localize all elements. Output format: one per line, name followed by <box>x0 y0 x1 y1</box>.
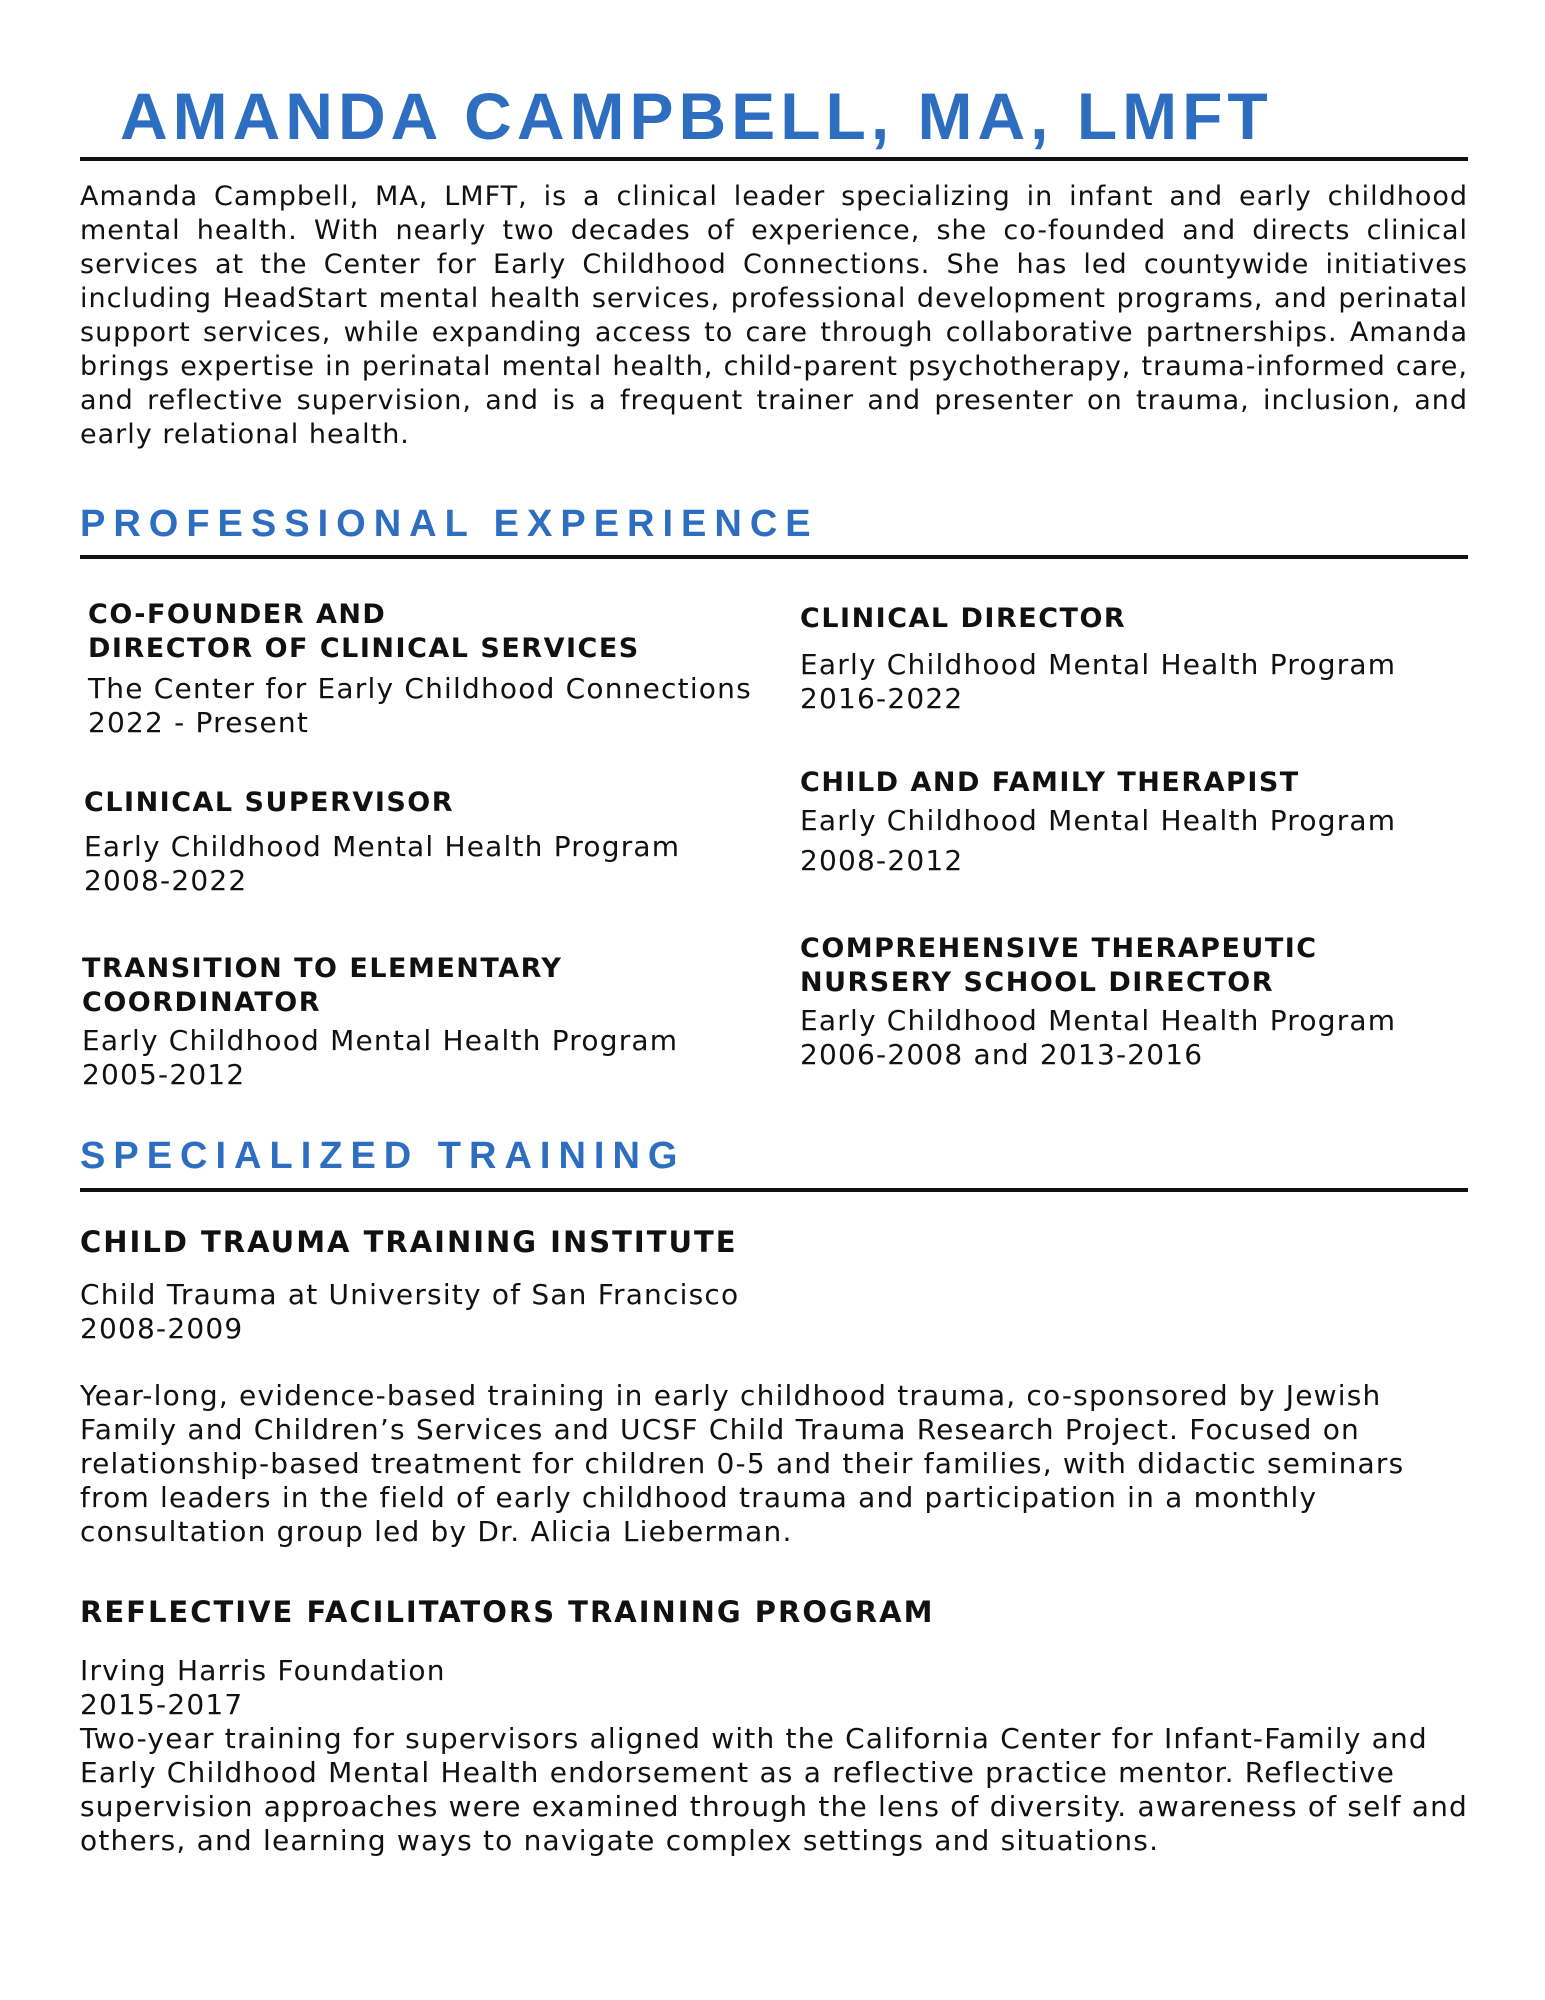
training-divider <box>80 1188 1468 1192</box>
training-title: REFLECTIVE FACILITATORS TRAINING PROGRAM <box>80 1595 935 1629</box>
job-dates: 2008-2022 <box>84 864 248 897</box>
bio-paragraph: Amanda Campbell, MA, LMFT, is a clinical leader specializing in infant and early childhood mental health. With nearly two decades of experience, she co-founded and directs clinical services at the Center for Early Childhood Connections. She has led countywide initiatives including HeadStart mental health services, professional development programs, and perinatal support services, while expanding access to care through collaborative partnerships. Amanda brings expertise in perinatal mental health, child-parent psychotherapy, trauma-informed care, and reflective supervision, and is a frequent trainer and presenter on trauma, inclusion, and early relational health. <box>80 181 1468 450</box>
page-title: AMANDA CAMPBELL, MA, LMFT <box>120 79 1273 153</box>
job-entry-cofounder <box>88 598 768 740</box>
job-organization: Early Childhood Mental Health Program <box>800 804 1397 837</box>
section-heading-experience: PROFESSIONAL EXPERIENCE <box>80 503 819 545</box>
job-title: COORDINATOR <box>82 987 322 1018</box>
job-entry-clinical-director <box>800 602 1480 716</box>
training-organization: Child Trauma at University of San Francisco <box>80 1278 740 1311</box>
job-title: CO-FOUNDER AND <box>88 599 387 630</box>
job-dates: 2016-2022 <box>800 682 964 715</box>
job-organization: Early Childhood Mental Health Program <box>82 1024 679 1057</box>
job-entry-nursery-director <box>800 932 1480 1072</box>
experience-divider <box>80 555 1468 559</box>
job-entry-transition-coordinator <box>82 952 762 1092</box>
job-dates: 2006-2008 and 2013-2016 <box>800 1038 1204 1071</box>
job-organization: Early Childhood Mental Health Program <box>84 830 681 863</box>
job-dates: 2022 - Present <box>88 706 310 739</box>
job-dates: 2008-2012 <box>800 844 964 877</box>
job-dates: 2005-2012 <box>82 1058 246 1091</box>
training-description: Two-year training for supervisors aligned with the California Center for Infant-Family and Early Childhood Mental Health endorsement as a reflective practice mentor. Reflective supervision approaches were examined through the lens of diversity. awareness of self and others, and learning ways to navigate complex settings and situations. <box>80 1722 1468 1857</box>
job-organization: The Center for Early Childhood Connections <box>88 672 752 705</box>
job-organization: Early Childhood Mental Health Program <box>800 648 1397 681</box>
training-organization: Irving Harris Foundation <box>80 1654 446 1687</box>
job-entry-clinical-supervisor <box>84 786 764 898</box>
job-title: COMPREHENSIVE THERAPEUTIC <box>800 933 1318 964</box>
job-entry-child-family-therapist <box>800 766 1480 878</box>
job-title: CLINICAL DIRECTOR <box>800 603 1127 634</box>
training-dates: 2015-2017 <box>80 1688 244 1721</box>
training-dates: 2008-2009 <box>80 1312 244 1345</box>
training-title: CHILD TRAUMA TRAINING INSTITUTE <box>80 1225 738 1259</box>
section-heading-training: SPECIALIZED TRAINING <box>80 1135 686 1177</box>
job-title: DIRECTOR OF CLINICAL SERVICES <box>88 633 640 664</box>
header-divider <box>80 157 1468 161</box>
job-title: CHILD AND FAMILY THERAPIST <box>800 767 1300 798</box>
training-description: Year-long, evidence-based training in early childhood trauma, co-sponsored by Jewish Family and Children’s Services and UCSF Child Trauma Research Project. Focused on relationship-based treatment for children 0-5 and their families, with didactic seminars from leaders in the field of early childhood trauma and participation in a monthly consultation group led by Dr. Alicia Lieberman. <box>80 1379 1405 1548</box>
job-title: NURSERY SCHOOL DIRECTOR <box>800 967 1275 998</box>
job-title: TRANSITION TO ELEMENTARY <box>82 953 563 984</box>
job-title: CLINICAL SUPERVISOR <box>84 787 455 818</box>
job-organization: Early Childhood Mental Health Program <box>800 1004 1397 1037</box>
